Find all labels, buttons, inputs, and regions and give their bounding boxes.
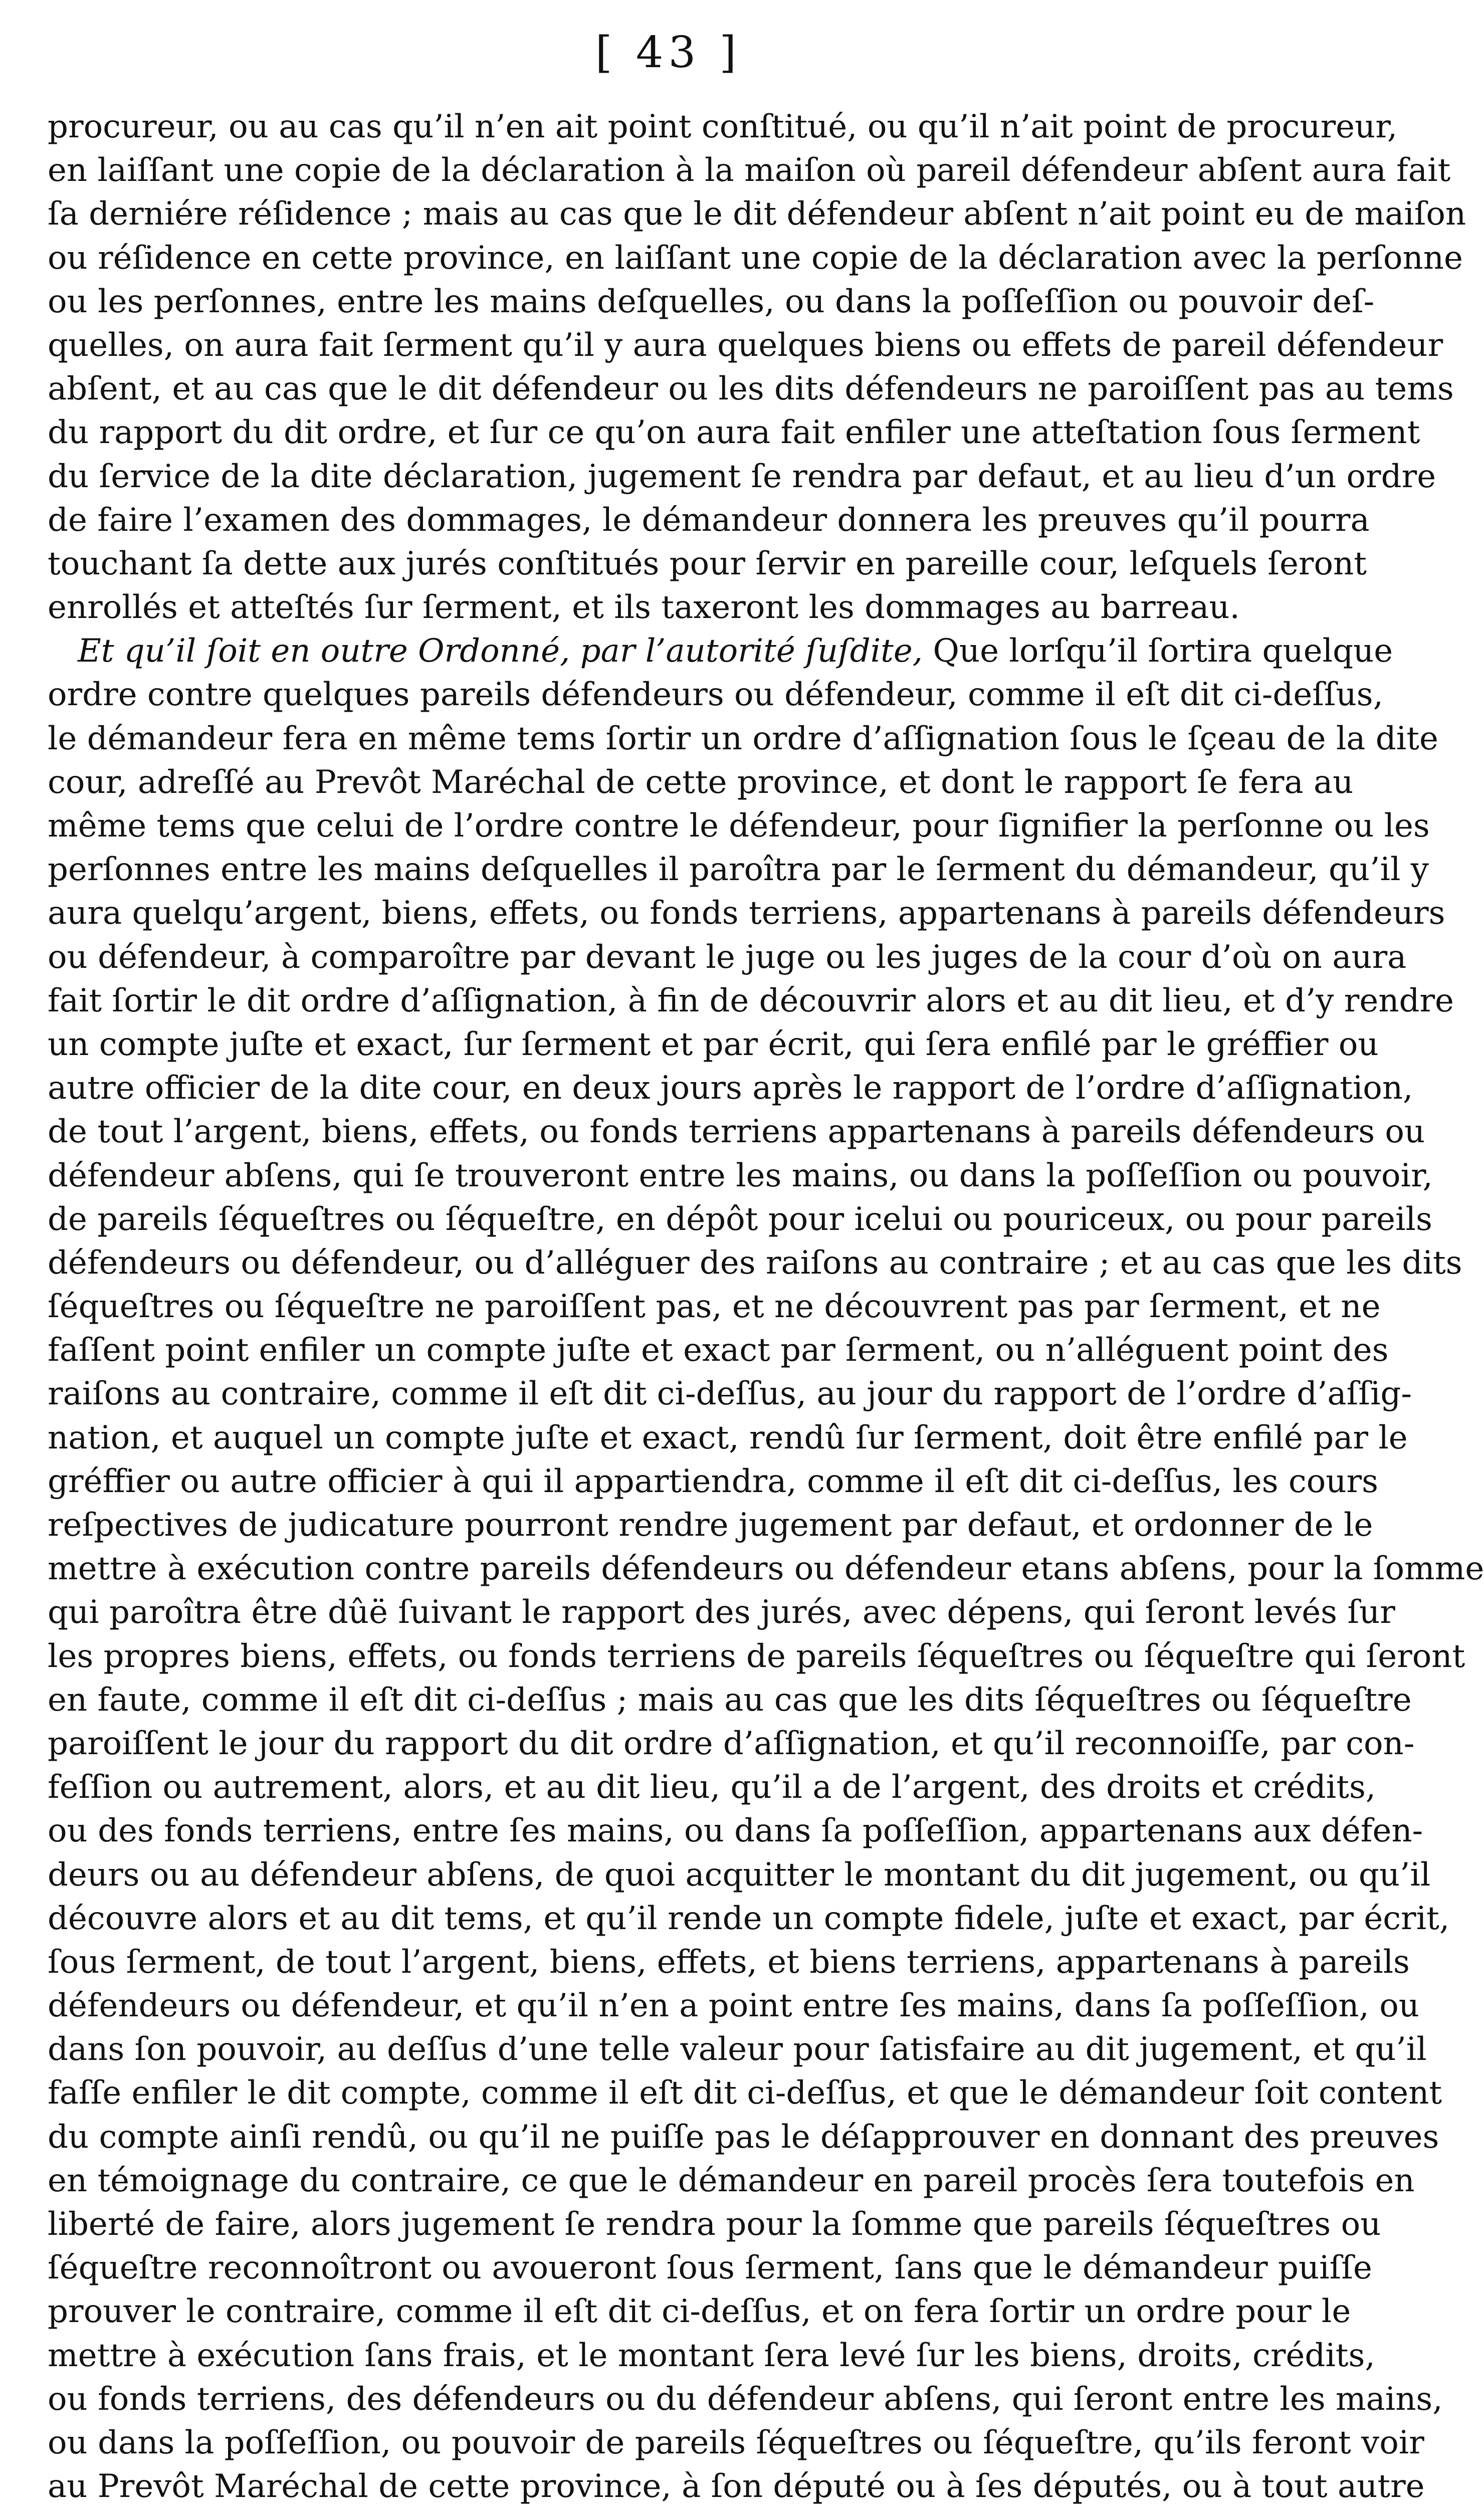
- text-line: faſſe enfiler le dit compte, comme il eſt dit ci-deſſus, et que le démandeur ſoit content: [48, 2074, 1442, 2112]
- text-line: nation, et auquel un compte juſte et exact, rendû ſur ſerment, doit être enfilé par le: [48, 1419, 1408, 1456]
- text-line: défendeur abſens, qui ſe trouveront entre les mains, ou dans la poſſeſſion ou pouvoir,: [48, 1157, 1433, 1194]
- text-line: liberté de faire, alors jugement ſe rendra pour la ſomme que pareils ſéqueſtres ou: [48, 2206, 1381, 2243]
- text-line: en faute, comme il eſt dit ci-deſſus ; mais au cas que les dits ſéqueſtres ou ſéqueſtre: [48, 1681, 1412, 1719]
- text-line: de pareils ſéqueſtres ou ſéqueſtre, en dépôt pour icelui ou pouriceux, ou pour pareils: [48, 1200, 1432, 1238]
- text-line: deurs ou au défendeur abſens, de quoi acquitter le montant du dit jugement, ou qu’il: [48, 1856, 1431, 1894]
- text-line: ou dans la poſſeſſion, ou pouvoir de pareils ſéqueſtres ou ſéqueſtre, qu’ils feront voir: [48, 2424, 1424, 2461]
- text-line: ſous ſerment, de tout l’argent, biens, effets, et biens terriens, appartenans à pareils: [48, 1943, 1410, 1981]
- text-line: même tems que celui de l’ordre contre le défendeur, pour ſignifier la perſonne ou les: [48, 807, 1430, 845]
- text-line: ordre contre quelques pareils défendeurs ou défendeur, comme il eſt dit ci-deſſus,: [48, 676, 1383, 714]
- text-line: les propres biens, effets, ou fonds terriens de pareils ſéqueſtres ou ſéqueſtre qui ſeront: [48, 1637, 1465, 1675]
- text-line: ſa derniére réſidence ; mais au cas que le dit défendeur abſent n’ait point eu de maiſon: [48, 195, 1466, 233]
- text-line: du rapport du dit ordre, et ſur ce qu’on aura fait enfiler une atteſtation ſous ſerment: [48, 414, 1420, 452]
- text-line: en témoignage du contraire, ce que le démandeur en pareil procès ſera toutefois en: [48, 2162, 1415, 2199]
- text-line: ou les perſonnes, entre les mains deſquelles, ou dans la poſſeſſion ou pouvoir deſ-: [48, 283, 1375, 320]
- text-line: mettre à exécution ſans frais, et le montant ſera levé ſur les biens, droits, crédits,: [48, 2337, 1375, 2374]
- text-line: abſent, et au cas que le dit défendeur ou les dits défendeurs ne paroiſſent pas au tems: [48, 370, 1454, 408]
- text-line: défendeurs ou défendeur, ou d’alléguer des raiſons au contraire ; et au cas que les dits: [48, 1244, 1462, 1282]
- text-line: ou défendeur, à comparoître par devant le juge ou les juges de la cour d’où on aura: [48, 938, 1407, 976]
- text-line: ou fonds terriens, des défendeurs ou du défendeur abſens, qui ſeront entre les mains,: [48, 2380, 1443, 2418]
- text-line: ſéqueſtre reconnoîtront ou avoueront ſous ſerment, ſans que le démandeur puiſſe: [48, 2249, 1372, 2287]
- text-line: du ſervice de la dite déclaration, jugement ſe rendra par defaut, et au lieu d’un ordre: [48, 458, 1436, 495]
- text-line: faſſent point enfiler un compte juſte et exact par ſerment, ou n’alléguent point des: [48, 1332, 1389, 1369]
- text-line: qui paroîtra être dûë ſuivant le rapport des jurés, avec dépens, qui ſeront levés ſur: [48, 1594, 1395, 1631]
- text-line: ou des fonds terriens, entre ſes mains, ou dans ſa poſſeſſion, appartenans aux défen-: [48, 1812, 1423, 1850]
- text-line: raiſons au contraire, comme il eſt dit ci-deſſus, au jour du rapport de l’ordre d’aſſig-: [48, 1375, 1412, 1413]
- text-line: en laiſſant une copie de la déclaration à la maiſon où pareil défendeur abſent aura fait: [48, 152, 1451, 189]
- text-line: le démandeur fera en même tems ſortir un ordre d’aſſignation ſous le ſçeau de la dite: [48, 720, 1438, 757]
- text-line: paroiſſent le jour du rapport du dit ordre d’aſſignation, et qu’il reconnoiſſe, par con-: [48, 1725, 1415, 1762]
- text-line: reſpectives de judicature pourront rendre jugement par defaut, et ordonner de le: [48, 1507, 1373, 1544]
- text-line: prouver le contraire, comme il eſt dit ci-deſſus, et on fera ſortir un ordre pour le: [48, 2293, 1351, 2331]
- text-line: feſſion ou autrement, alors, et au dit lieu, qu’il a de l’argent, des droits et crédits,: [48, 1769, 1376, 1806]
- text-line: aura quelqu’argent, biens, effets, ou fonds terriens, appartenans à pareils défendeurs: [48, 895, 1445, 932]
- text-line: cour, adreſſé au Prevôt Maréchal de cette province, et dont le rapport ſe fera au: [48, 763, 1354, 801]
- text-line: un compte juſte et exact, ſur ſerment et par écrit, qui ſera enfilé par le gréffier ou: [48, 1025, 1379, 1063]
- paragraph-opening-line: [48, 630, 1393, 673]
- text-line: de faire l’examen des dommages, le démandeur donnera les preuves qu’il pourra: [48, 501, 1370, 539]
- text-line: de tout l’argent, biens, effets, ou fonds terriens appartenans à pareils défendeurs ou: [48, 1113, 1425, 1151]
- page-number: [ 43 ]: [595, 28, 742, 78]
- text-line: du compte ainſi rendû, ou qu’il ne puiſſe pas le déſapprouver en donnant des preuves: [48, 2118, 1439, 2156]
- text-line: quelles, on aura fait ſerment qu’il y aura quelques biens ou effets de pareil défendeur: [48, 326, 1443, 364]
- text-line: au Prevôt Maréchal de cette province, à ſon député ou à ſes députés, ou à tout autre: [48, 2468, 1425, 2505]
- text-line: dans ſon pouvoir, au deſſus d’une telle valeur pour ſatisfaire au dit jugement, et qu’il: [48, 2031, 1427, 2068]
- text-line: gréffier ou autre officier à qui il appartiendra, comme il eſt dit ci-deſſus, les cours: [48, 1463, 1378, 1500]
- paragraph-intro-rest: Que lorſqu’il ſortira quelque: [933, 633, 1393, 670]
- paragraph-intro: Et qu’il ſoit en outre Ordonné, par l’autorité ſuſdite,: [78, 633, 923, 670]
- body-text: [48, 105, 1484, 2506]
- text-line: ſéqueſtres ou ſéqueſtre ne paroiſſent pas, et ne découvrent pas par ſerment, et ne: [48, 1288, 1381, 1326]
- text-line: mettre à exécution contre pareils défendeurs ou défendeur etans abſens, pour la ſomme: [48, 1550, 1484, 1588]
- text-line: enrollés et atteſtés ſur ſerment, et ils taxeront les dommages au barreau.: [48, 589, 1240, 626]
- text-line: découvre alors et au dit tems, et qu’il rende un compte fidele, juſte et exact, par écrit,: [48, 1900, 1450, 1937]
- text-line: défendeurs ou défendeur, et qu’il n’en a point entre ſes mains, dans ſa poſſeſſion, ou: [48, 1987, 1419, 2025]
- text-line: autre officier de la dite cour, en deux jours après le rapport de l’ordre d’aſſignation,: [48, 1070, 1413, 1107]
- text-line: procureur, ou au cas qu’il n’en ait point conſtitué, ou qu’il n’ait point de procureur,: [48, 108, 1398, 145]
- text-line: ou réſidence en cette province, en laiſſant une copie de la déclaration avec la perſonne: [48, 239, 1463, 277]
- text-line: fait ſortir le dit ordre d’aſſignation, à fin de découvrir alors et au dit lieu, et d’y rendre: [48, 982, 1454, 1019]
- text-line: perſonnes entre les mains deſquelles il paroîtra par le ſerment du démandeur, qu’il y: [48, 851, 1429, 889]
- text-line: touchant ſa dette aux jurés conſtitués pour ſervir en pareille cour, leſquels ſeront: [48, 545, 1367, 582]
